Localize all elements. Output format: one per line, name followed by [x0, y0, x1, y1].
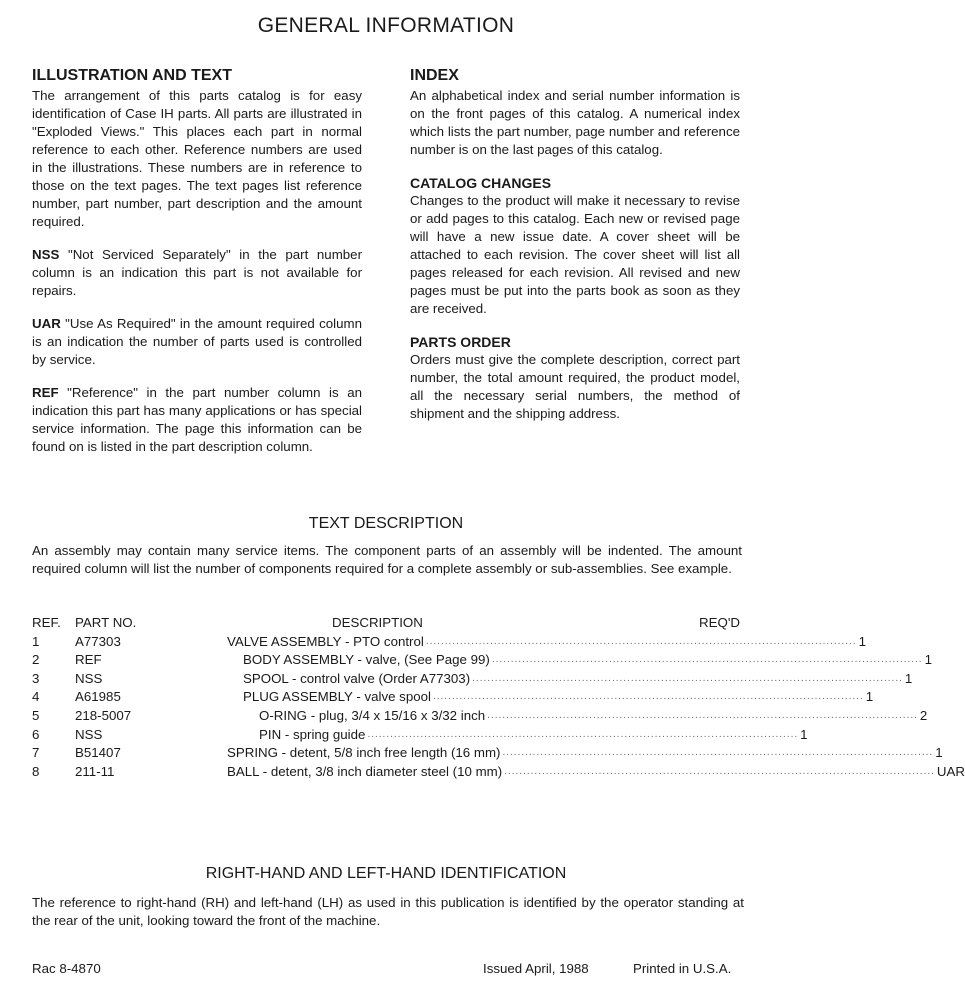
leader-dots: .................................................................................................................. [425, 635, 857, 647]
ref-text: "Reference" in the part number column is an indication this part has many applications or has special service information. The page this information can be found on is listed in the part description column. [32, 385, 362, 454]
row-qty: UAR [936, 763, 965, 779]
index-body: An alphabetical index and serial number information is on the front pages of this catalog. A numerical index which lists the part number, page number and reference number is on the last pages of this catalog. [410, 88, 740, 157]
index-heading: INDEX [410, 67, 459, 84]
row-ref: 3 [32, 670, 40, 686]
row-description: BALL - detent, 3/8 inch diameter steel (10 mm) [227, 763, 503, 779]
page-title: GENERAL INFORMATION [257, 14, 515, 37]
catalog-changes-body: Changes to the product will make it necessary to revise or add pages to this catalog. Each new or revised page will have a new issue date. A cover sheet will be attached to each revision. The cover sheet will list all pages released for each revision. All revised and new pages must be put into the parts book as soon as they are received. [410, 193, 740, 316]
rh-lh-heading: RIGHT-HAND AND LEFT-HAND IDENTIFICATION [205, 865, 567, 882]
illustration-body: The arrangement of this parts catalog is for easy identification of Case IH parts. All parts are illustrated in "Exploded Views." This places each part in normal reference to each other. Reference numbers are used in the illustrations. These numbers are in reference to those on the text pages. The text pages list reference number, part number, part description and the amount required. [32, 88, 362, 229]
row-part-no: B51407 [75, 745, 121, 761]
table-row [32, 670, 913, 689]
table-row [32, 726, 808, 745]
table-row [32, 707, 928, 726]
text-description-intro: An assembly may contain many service items. The component parts of an assembly will be indented. The amount required column will list the number of components required for a complete assembly or sub-assemblies. See example. [32, 543, 742, 576]
catalog-changes-heading: CATALOG CHANGES [410, 175, 552, 191]
doc-number: Rac 8-4870 [32, 961, 101, 976]
printed-in: Printed in U.S.A. [633, 961, 732, 976]
row-description: VALVE ASSEMBLY - PTO control [227, 633, 424, 649]
illustration-heading: ILLUSTRATION AND TEXT [32, 67, 232, 84]
row-part-no: NSS [75, 726, 103, 742]
row-qty: 1 [858, 633, 866, 649]
leader-dots: .................................................................................................................. [504, 765, 935, 777]
row-part-no: 211-11 [75, 763, 115, 779]
row-qty: 1 [924, 652, 932, 668]
leader-dots: .................................................................................................................. [491, 654, 923, 666]
uar-paragraph [32, 315, 362, 369]
parts-table-header [32, 614, 742, 633]
row-qty: 1 [865, 689, 874, 705]
uar-text: "Use As Required" in the amount required column is an indication the number of parts used is controlled by service. [32, 316, 362, 367]
row-ref: 4 [32, 689, 40, 705]
leader-dots: .................................................................................................................. [487, 709, 918, 721]
parts-order-body: Orders must give the complete description, correct part number, the total amount required, the product model, all the necessary serial numbers, the method of shipment and the shipping address. [410, 352, 740, 421]
row-part-no: A61985 [75, 689, 121, 705]
uar-term: UAR [32, 316, 61, 331]
row-ref: 1 [32, 633, 40, 649]
rh-lh-body: The reference to right-hand (RH) and left-hand (LH) as used in this publication is identified by the operator standing at the rear of the unit, looking toward the front of the machine. [32, 895, 744, 928]
leader-dots: .................................................................................................................. [502, 747, 934, 759]
table-row [32, 744, 943, 763]
row-part-no: 218-5007 [75, 707, 132, 723]
row-description: O-RING - plug, 3/4 x 15/16 x 3/32 inch [259, 707, 486, 723]
parts-table [32, 614, 965, 781]
header-ref: REF. [32, 615, 61, 630]
row-description: PIN - spring guide [259, 726, 366, 742]
row-qty: 1 [800, 726, 808, 742]
ref-term: REF [32, 385, 59, 400]
nss-text: "Not Serviced Separately" in the part number column is an indication this part is not available for repairs. [32, 247, 363, 298]
ref-paragraph [32, 384, 362, 456]
header-reqd: REQ'D [699, 615, 740, 630]
nss-paragraph [32, 246, 362, 300]
header-description: DESCRIPTION [332, 615, 423, 630]
leader-dots: .................................................................................................................. [367, 728, 799, 740]
parts-order-heading: PARTS ORDER [410, 334, 511, 350]
row-ref: 2 [32, 652, 40, 668]
row-part-no: NSS [75, 670, 103, 686]
row-part-no: A77303 [75, 633, 121, 649]
row-part-no: REF [75, 652, 102, 668]
row-ref: 7 [32, 745, 40, 761]
leader-dots: .................................................................................................................. [472, 672, 903, 684]
header-part-no: PART NO. [75, 615, 137, 630]
table-row [32, 688, 874, 707]
nss-term: NSS [32, 247, 60, 262]
table-row [32, 763, 965, 782]
leader-dots: .................................................................................................................. [432, 691, 864, 703]
right-column [410, 66, 740, 438]
table-row [32, 651, 932, 670]
row-qty: 1 [935, 745, 943, 761]
text-description-heading: TEXT DESCRIPTION [308, 515, 464, 532]
issued-date: Issued April, 1988 [483, 961, 589, 976]
row-description: PLUG ASSEMBLY - valve spool [243, 689, 431, 705]
row-ref: 8 [32, 763, 40, 779]
row-ref: 5 [32, 707, 40, 723]
row-qty: 2 [919, 707, 928, 723]
row-ref: 6 [32, 726, 40, 742]
row-description: SPOOL - control valve (Order A77303) [243, 670, 471, 686]
table-row [32, 633, 866, 652]
row-description: BODY ASSEMBLY - valve, (See Page 99) [243, 652, 490, 668]
row-description: SPRING - detent, 5/8 inch free length (16 mm) [227, 745, 501, 761]
row-qty: 1 [904, 670, 913, 686]
left-column [32, 66, 362, 471]
